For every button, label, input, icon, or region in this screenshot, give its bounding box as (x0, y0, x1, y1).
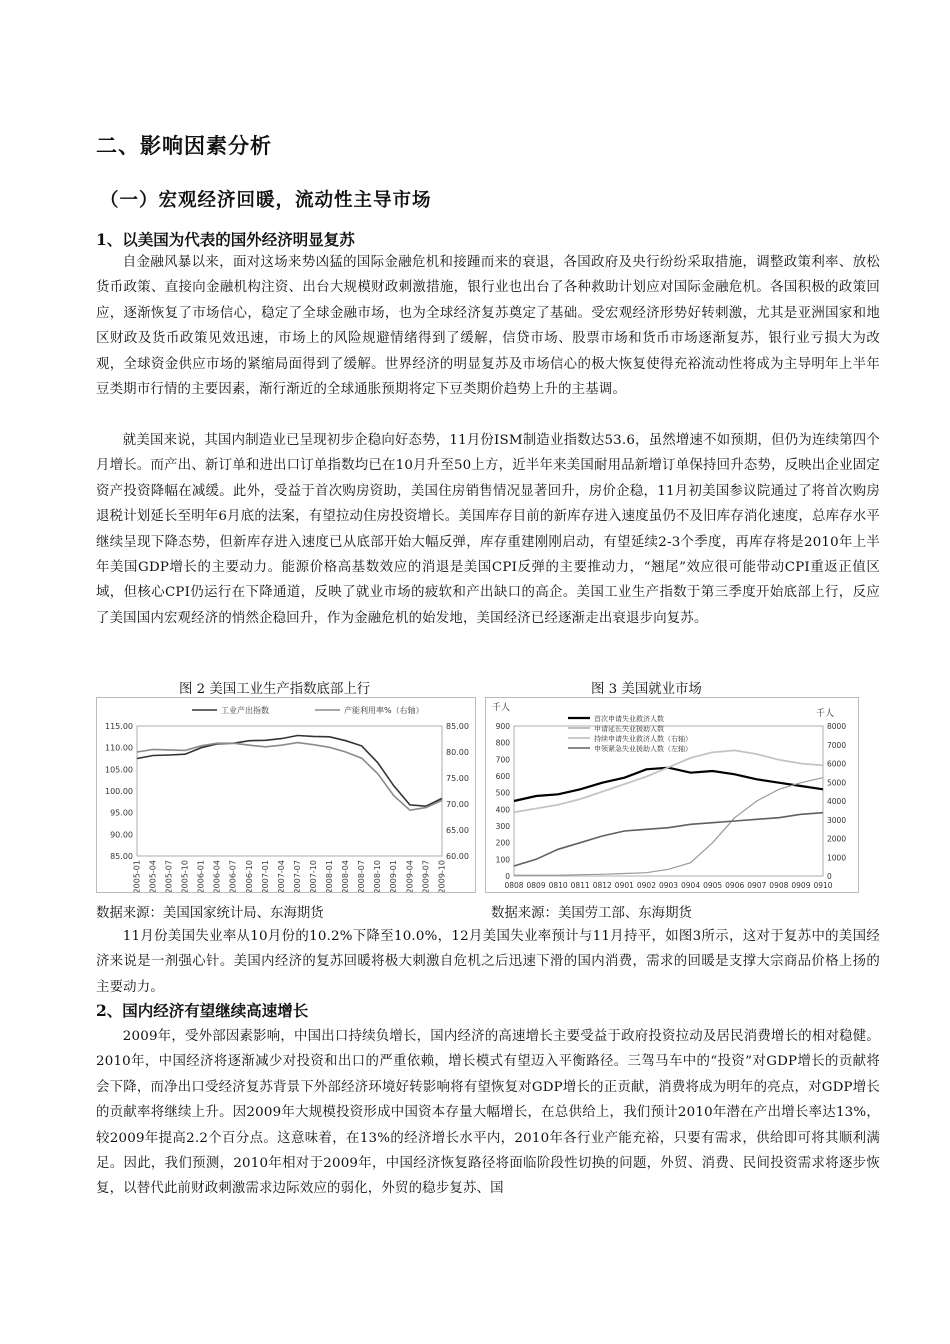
y-right-tick-label: 7000 (827, 740, 847, 750)
x-tick-label: 0808 (504, 881, 524, 890)
y-left-tick-label: 900 (495, 722, 510, 731)
figure-2-title: 图 2 美国工业生产指数底部上行 (179, 682, 371, 697)
y-left-tick-label: 100 (495, 855, 510, 865)
y-right-tick-label: 80.00 (446, 748, 469, 757)
x-tick-label: 2005-07 (164, 860, 174, 892)
series-line-1 (514, 778, 823, 876)
legend-label: 工业产出指数 (221, 706, 269, 715)
y-left-tick-label: 95.00 (110, 808, 133, 818)
paragraph-4: 2009年，受外部因素影响，中国出口持续负增长，国内经济的高速增长主要受益于政府投资拉动及居民消费增长的相对稳健。2010年，中国经济将逐渐减少对投资和出口的严重依赖，增长模式有望迈入平衡路径。三驾马车中的“投资”对GDP增长的贡献将会下降，而净出口受经济复苏背景下外部经济环境好转影响将有望恢复对GDP增长的正贡献，消费将成为明年的亮点，对GDP增长的贡献率将继续上升。因2009年大规模投资形成中国资本存量大幅增长，在总供给上，我们预计2010年潜在产出增长率达13%，较2009年提高2.2个百分点。这意味着，在13%的经济增长水平内，2010年各行业产能充裕，只要有需求，供给即可将其顺利满足。因此，我们预测，2010年相对于2009年，中国经济恢复路径将面临阶段性切换的问题，外贸、消费、民间投资需求将逐步恢复，以替代此前财政刺激需求边际效应的弱化，外贸的稳步复苏、国 (96, 1029, 880, 1197)
y-left-tick-label: 500 (495, 788, 510, 798)
y-left-tick-label: 0 (505, 872, 510, 881)
x-tick-label: 2007-04 (276, 860, 286, 892)
x-tick-label: 0910 (813, 881, 833, 890)
x-tick-label: 2008-04 (341, 860, 351, 892)
y-right-tick-label: 8000 (827, 722, 847, 731)
figure-2-source: 数据来源：美国国家统计局、东海期货 (96, 906, 324, 921)
x-tick-label: 2009-01 (389, 860, 399, 892)
legend-label: 申请延长失业援助人数 (594, 725, 664, 733)
figure-2-svg (97, 698, 475, 892)
y-right-tick-label: 65.00 (446, 826, 469, 835)
y-left-tick-label: 800 (495, 738, 510, 748)
plot-area (137, 726, 442, 856)
y-left-tick-label: 400 (495, 805, 510, 815)
x-tick-label: 2005-01 (132, 860, 142, 892)
y-left-tick-label: 115.00 (105, 722, 133, 731)
paragraph-2: 就美国来说，其国内制造业已呈现初步企稳向好态势，11月份ISM制造业指数达53.6，虽然增速不如预期，但仍为连续第四个月增长。而产出、新订单和进出口订单指数均已在10月升至50上方，近半年来美国耐用品新增订单保持回升态势，反映出企业固定资产投资降幅在减缓。此外，受益于首次购房资助，美国住房销售情况显著回升，房价企稳，11月初美国参议院通过了将首次购房退税计划延长至明年6月底的法案，有望拉动住房投资增长。美国库存目前的新库存进入速度虽仍不及旧库存消化速度，总库存水平继续呈现下降态势，但新库存进入速度已从底部开始大幅反弹，库存重建刚刚启动，有望延续2-3个季度，再库存将是2010年上半年美国GDP增长的主要动力。能源价格高基数效应的消退是美国CPI反弹的主要推动力，“翘尾”效应很可能带动CPI重返正值区域，但核心CPI仍运行在下降通道，反映了就业市场的疲软和产出缺口的高企。美国工业生产指数于第三季度开始底部上行，反应了美国国内宏观经济的悄然企稳回升，作为金融危机的始发地，美国经济已经逐渐走出衰退步向复苏。 (96, 433, 880, 626)
y-right-tick-label: 0 (827, 872, 832, 881)
x-tick-label: 2009-07 (421, 860, 431, 892)
paragraph-1: 自金融风暴以来，面对这场来势凶猛的国际金融危机和接踵而来的衰退，各国政府及央行纷纷采取措施，调整政策利率、放松货币政策、直接向金融机构注资、出台大规模财政刺激措施，银行业也出台了各种救助计划应对国际金融危机。各国积极的政策回应，逐渐恢复了市场信心，稳定了全球金融市场，也为全球经济复苏奠定了基础。受宏观经济形势好转刺激，尤其是亚洲国家和地区财政及货币政策见效迅速，市场上的风险规避情绪得到了缓解，信贷市场、股票市场和货币市场逐渐复苏，银行业亏损大为改观，全球资金供应市场的紧缩局面得到了缓解。世界经济的明显复苏及市场信心的极大恢复使得充裕流动性将成为主导明年上半年豆类期市行情的主要因素，渐行渐近的全球通胀预期将定下豆类期价趋势上升的主基调。 (96, 255, 880, 398)
y-left-unit: 千人 (492, 703, 511, 713)
legend-label: 首次申请失业救济人数 (594, 715, 664, 723)
y-left-tick-label: 100.00 (105, 787, 133, 796)
y-left-tick-label: 300 (495, 822, 510, 831)
y-left-tick-label: 105.00 (105, 765, 133, 775)
x-tick-label: 2008-10 (373, 860, 383, 892)
y-left-tick-label: 90.00 (110, 830, 133, 840)
x-tick-label: 2007-01 (260, 860, 270, 892)
point-heading-1: 1、以美国为代表的国外经济明显复苏 (96, 230, 355, 249)
series-line-0 (137, 736, 442, 807)
y-right-tick-label: 2000 (827, 834, 847, 844)
x-tick-label: 2009-04 (405, 860, 415, 892)
x-tick-label: 0901 (614, 881, 634, 890)
figure-2-chart (96, 697, 476, 893)
figure-3-svg (486, 698, 858, 892)
y-right-tick-label: 70.00 (446, 800, 469, 809)
subsection-heading: （一）宏观经济回暖，流动性主导市场 (100, 190, 432, 211)
y-left-tick-label: 110.00 (105, 743, 133, 753)
x-tick-label: 0904 (681, 881, 701, 890)
figure-3-title: 图 3 美国就业市场 (591, 682, 702, 697)
x-tick-label: 0906 (725, 881, 745, 890)
series-line-0 (514, 768, 823, 801)
y-left-tick-label: 700 (495, 755, 510, 765)
y-right-unit: 千人 (816, 709, 835, 719)
y-right-tick-label: 6000 (827, 759, 847, 769)
legend-label: 申领紧急失业援助人数（左轴） (594, 745, 692, 753)
x-tick-label: 0902 (636, 881, 656, 890)
x-tick-label: 0810 (548, 881, 568, 890)
x-tick-label: 2008-01 (325, 860, 335, 892)
y-left-tick-label: 600 (495, 772, 510, 781)
x-tick-label: 2009-10 (437, 860, 447, 892)
series-line-3 (514, 813, 823, 866)
paragraph-3: 11月份美国失业率从10月份的10.2%下降至10.0%，12月美国失业率预计与11月持平，如图3所示，这对于复苏中的美国经济来说是一剂强心针。美国内经济的复苏回暖将极大刺激自危机之后迅速下滑的国内消费，需求的回暖是支撑大宗商品价格上扬的主要动力。 (96, 929, 880, 995)
point-heading-2: 2、国内经济有望继续高速增长 (96, 1001, 309, 1020)
y-right-tick-label: 85.00 (446, 722, 469, 731)
x-tick-label: 2005-10 (180, 860, 190, 892)
x-tick-label: 2006-10 (244, 860, 254, 892)
x-tick-label: 0809 (526, 881, 546, 890)
x-tick-label: 2006-01 (196, 860, 206, 892)
x-tick-label: 2006-07 (228, 860, 238, 892)
x-tick-label: 0812 (592, 881, 612, 890)
y-left-tick-label: 85.00 (110, 852, 133, 861)
x-tick-label: 2006-04 (212, 860, 222, 892)
x-tick-label: 2007-07 (292, 860, 302, 892)
y-right-tick-label: 4000 (827, 797, 847, 806)
x-tick-label: 2005-04 (148, 860, 158, 892)
y-right-tick-label: 5000 (827, 778, 847, 788)
y-left-tick-label: 200 (495, 838, 510, 848)
y-right-tick-label: 60.00 (446, 852, 469, 861)
y-right-tick-label: 3000 (827, 815, 847, 825)
x-tick-label: 2007-10 (308, 860, 318, 892)
figure-3-source: 数据来源：美国劳工部、东海期货 (491, 906, 692, 921)
legend-label: 产能利用率%（右轴） (344, 706, 424, 715)
section-heading: 二、影响因素分析 (96, 133, 272, 158)
x-tick-label: 0811 (570, 881, 590, 890)
y-right-tick-label: 75.00 (446, 774, 469, 783)
figure-3-chart (485, 697, 859, 893)
legend-label: 持续申请失业救济人数（右轴） (594, 735, 692, 743)
x-tick-label: 0908 (769, 881, 789, 890)
x-tick-label: 0905 (703, 881, 723, 890)
x-tick-label: 0909 (791, 881, 811, 890)
x-tick-label: 0903 (658, 881, 679, 890)
x-tick-label: 0907 (747, 881, 767, 890)
y-right-tick-label: 1000 (827, 853, 847, 863)
x-tick-label: 2008-07 (357, 860, 367, 892)
series-line-1 (137, 743, 442, 811)
